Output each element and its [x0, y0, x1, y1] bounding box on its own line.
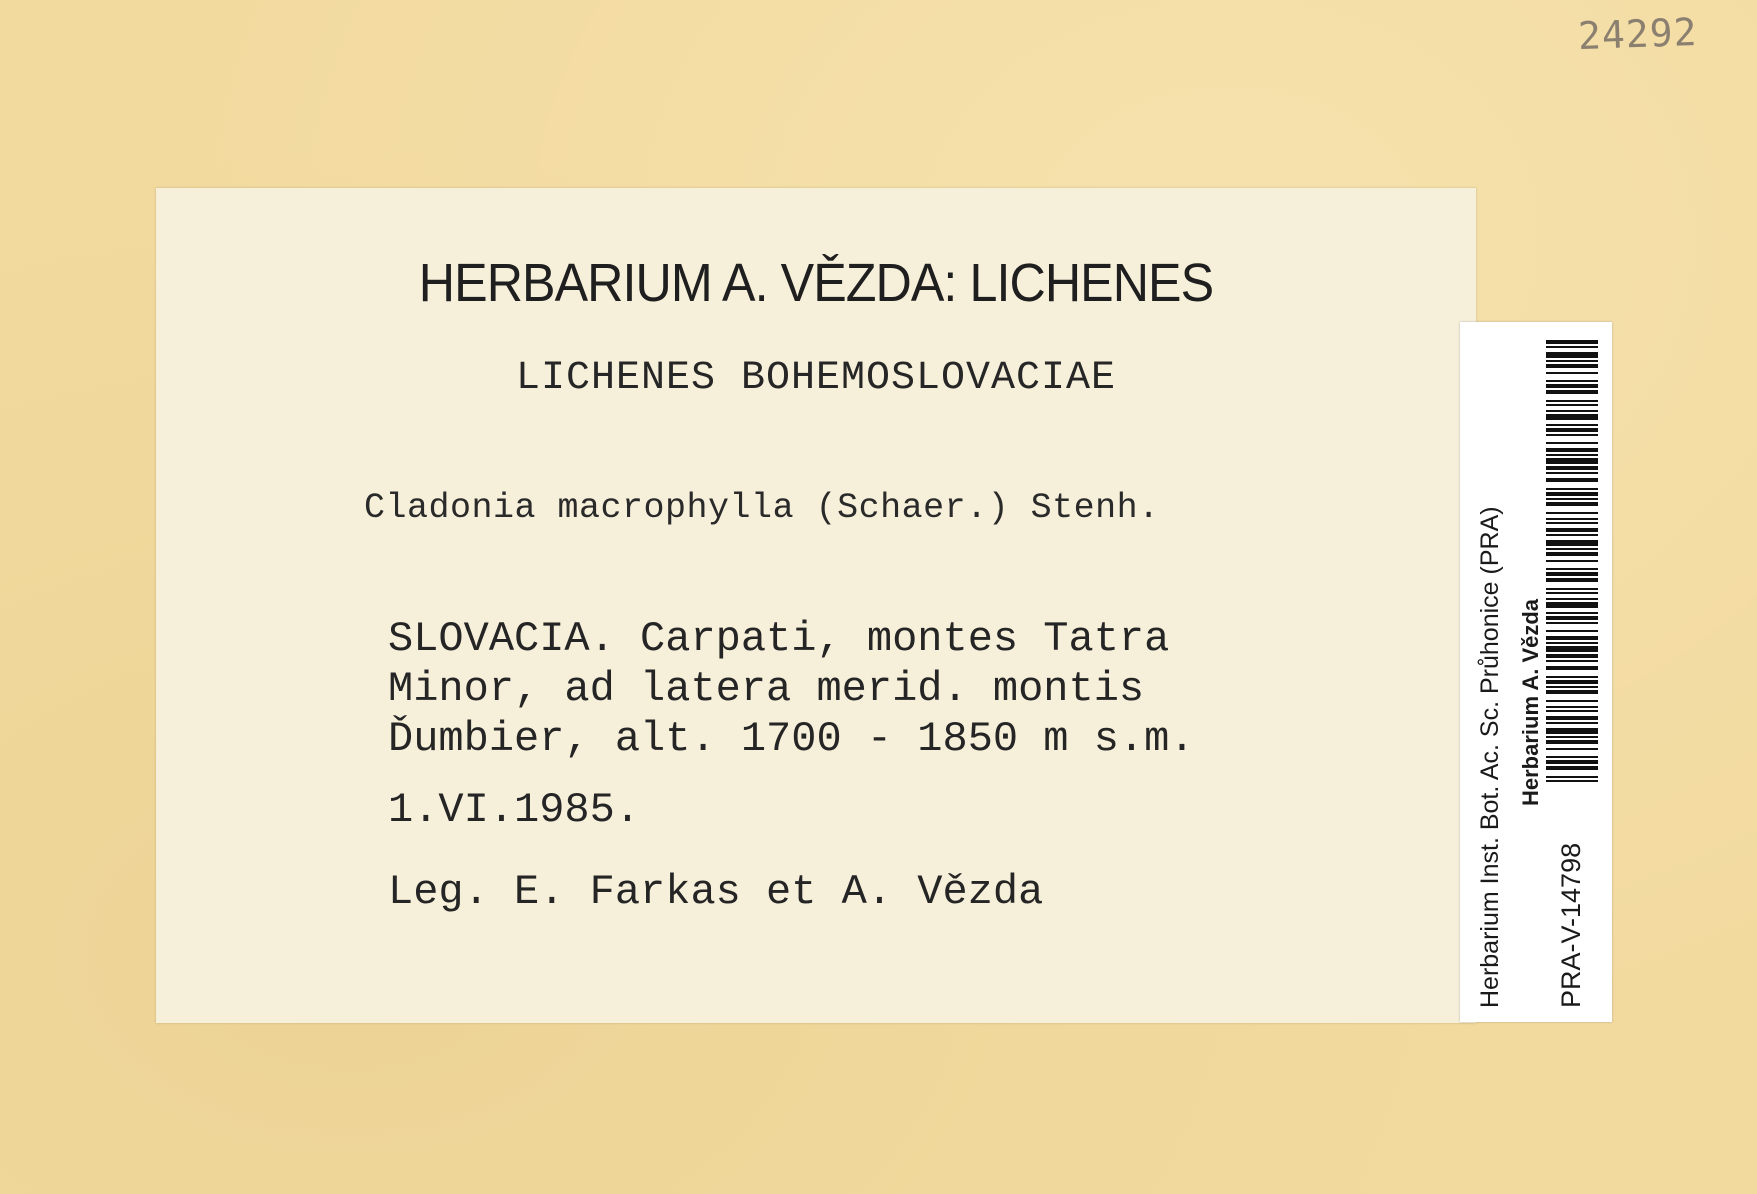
barcode-bar — [1546, 492, 1598, 496]
barcode-bar — [1546, 700, 1598, 702]
barcode-bar — [1546, 598, 1598, 600]
barcode-bar — [1546, 780, 1598, 782]
barcode-bar — [1546, 568, 1598, 570]
barcode-bar — [1546, 740, 1598, 744]
barcode-bar — [1546, 722, 1598, 724]
barcode-bar — [1546, 424, 1598, 426]
barcode-bar — [1546, 522, 1598, 524]
barcode-bar — [1546, 360, 1598, 362]
barcode-bar — [1546, 572, 1598, 576]
barcode-bar — [1546, 400, 1598, 402]
barcode-bar — [1546, 340, 1598, 344]
barcode-bar — [1546, 660, 1598, 662]
barcode-bar — [1546, 380, 1598, 382]
barcode-bar — [1546, 534, 1598, 536]
barcode-bar — [1546, 676, 1598, 678]
barcode-bar — [1546, 766, 1598, 770]
barcode-bar — [1546, 498, 1598, 500]
barcode-bar — [1546, 512, 1598, 514]
barcode-bar — [1546, 736, 1598, 738]
barcode-bar — [1546, 384, 1598, 388]
barcode-bar — [1546, 636, 1598, 640]
barcode-bar — [1546, 588, 1598, 590]
barcode-bar — [1546, 706, 1598, 708]
barcode-bar — [1546, 690, 1598, 694]
barcode-bar — [1546, 716, 1598, 720]
barcode-bar — [1546, 414, 1598, 420]
specimen-label — [156, 188, 1476, 1023]
handwritten-number: 24292 — [1577, 9, 1699, 59]
barcode-bar — [1546, 372, 1598, 374]
barcode-bar — [1546, 528, 1598, 532]
barcode-bar — [1546, 410, 1598, 412]
barcode-bar — [1546, 642, 1598, 644]
barcode-bar — [1546, 466, 1598, 470]
institution-text: Herbarium Inst. Bot. Ac. Sc. Průhonice (PRA) — [1476, 506, 1504, 1008]
barcode-bar — [1546, 448, 1598, 452]
barcode-bar — [1546, 612, 1598, 614]
barcode-bar — [1546, 548, 1598, 550]
barcode-bar — [1546, 364, 1598, 368]
label-date: 1.VI.1985. — [388, 786, 641, 834]
barcode-bar — [1546, 560, 1598, 562]
barcode-bar — [1546, 502, 1598, 506]
herbarium-text: Herbarium A. Vězda — [1518, 598, 1543, 806]
barcode-bar — [1546, 472, 1598, 474]
barcode-bar — [1546, 622, 1598, 624]
label-collector: Leg. E. Farkas et A. Vězda — [388, 868, 1044, 916]
barcode-bar — [1546, 686, 1598, 688]
barcode-bar — [1546, 478, 1598, 482]
barcode-bar — [1546, 458, 1598, 464]
barcode-bar — [1546, 646, 1598, 652]
label-taxon: Cladonia macrophylla (Schaer.) Stenh. — [364, 488, 1160, 528]
barcode-bar — [1546, 592, 1598, 594]
barcode-bar — [1546, 346, 1598, 348]
barcode — [1546, 340, 1598, 782]
locality-line: Minor, ad latera merid. montis — [388, 665, 1145, 713]
barcode-bar — [1546, 390, 1598, 394]
barcode-bar — [1546, 654, 1598, 658]
barcode-bar — [1546, 552, 1598, 556]
specimen-id: PRA-V-14798 — [1556, 842, 1586, 1008]
barcode-label — [1460, 322, 1612, 1022]
barcode-bar — [1546, 680, 1598, 684]
barcode-bar — [1546, 540, 1598, 546]
barcode-bar — [1546, 748, 1598, 750]
barcode-bar — [1546, 404, 1598, 406]
barcode-bar — [1546, 666, 1598, 670]
barcode-bar — [1546, 602, 1598, 608]
barcode-bar — [1546, 630, 1598, 632]
barcode-bar — [1546, 578, 1598, 582]
barcode-bar — [1546, 518, 1598, 520]
barcode-bar — [1546, 616, 1598, 620]
barcode-bar — [1546, 760, 1598, 764]
label-title: HERBARIUM A. VĚZDA: LICHENES — [418, 253, 1214, 313]
barcode-bar — [1546, 710, 1598, 712]
barcode-bar — [1546, 434, 1598, 436]
barcode-bar — [1546, 776, 1598, 778]
barcode-bar — [1546, 488, 1598, 490]
locality-line: SLOVACIA. Carpati, montes Tatra — [388, 615, 1170, 663]
barcode-bar — [1546, 442, 1598, 444]
locality-line: Ďumbier, alt. 1700 - 1850 m s.m. — [388, 715, 1195, 763]
label-series: LICHENES BOHEMOSLOVACIAE — [515, 356, 1117, 401]
barcode-bar — [1546, 428, 1598, 432]
barcode-bar — [1546, 728, 1598, 734]
barcode-bar — [1546, 756, 1598, 758]
barcode-bar — [1546, 454, 1598, 456]
barcode-bar — [1546, 352, 1598, 358]
label-locality — [388, 614, 1195, 764]
